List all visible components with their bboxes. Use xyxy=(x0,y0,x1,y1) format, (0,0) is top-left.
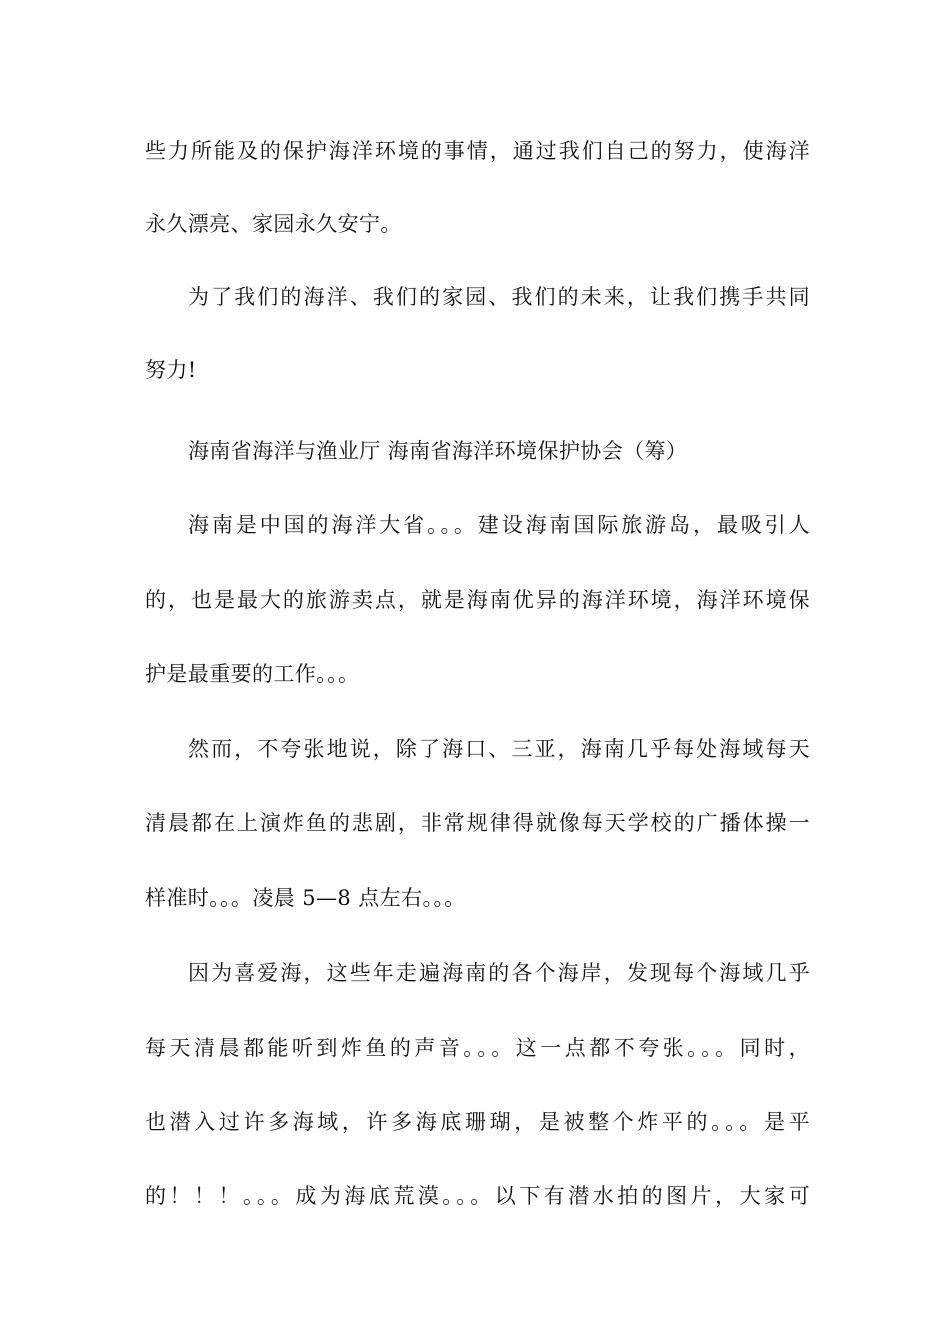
text-line: 护是最重要的工作。。。 xyxy=(145,662,360,686)
text-line: 样准时。。。凌晨 5—8 点左右。。。 xyxy=(145,886,466,910)
text-line: 清晨都在上演炸鱼的悲剧，非常规律得就像每天学校的广播体操一 xyxy=(145,811,810,835)
paragraph-first-line: 然而，不夸张地说，除了海口、三亚，海南几乎每处海域每天 xyxy=(188,737,810,761)
text-line: 努力! xyxy=(145,358,197,382)
text-line: 些力所能及的保护海洋环境的事情，通过我们自己的努力，使海洋 xyxy=(145,139,810,163)
text-line: 的！！！。。。成为海底荒漠。。。以下有潜水拍的图片，大家可 xyxy=(145,1184,810,1208)
text-line: 的，也是最大的旅游卖点，就是海南优异的海洋环境，海洋环境保 xyxy=(145,588,810,612)
text-line: 每天清晨都能听到炸鱼的声音。。。这一点都不夸张。。。同时， xyxy=(145,1036,810,1060)
paragraph-first-line: 因为喜爱海，这些年走遍海南的各个海岸，发现每个海域几乎 xyxy=(188,961,810,985)
text-line: 也潜入过许多海域，许多海底珊瑚，是被整个炸平的。。。是平 xyxy=(145,1110,810,1134)
paragraph-first-line: 海南是中国的海洋大省。。。建设海南国际旅游岛，最吸引人 xyxy=(188,513,810,537)
text-line: 永久漂亮、家园永久安宁。 xyxy=(145,212,402,236)
paragraph-first-line: 为了我们的海洋、我们的家园、我们的未来，让我们携手共同 xyxy=(188,285,810,309)
signature-line: 海南省海洋与渔业厅 海南省海洋环境保护协会（筹） xyxy=(188,439,688,463)
